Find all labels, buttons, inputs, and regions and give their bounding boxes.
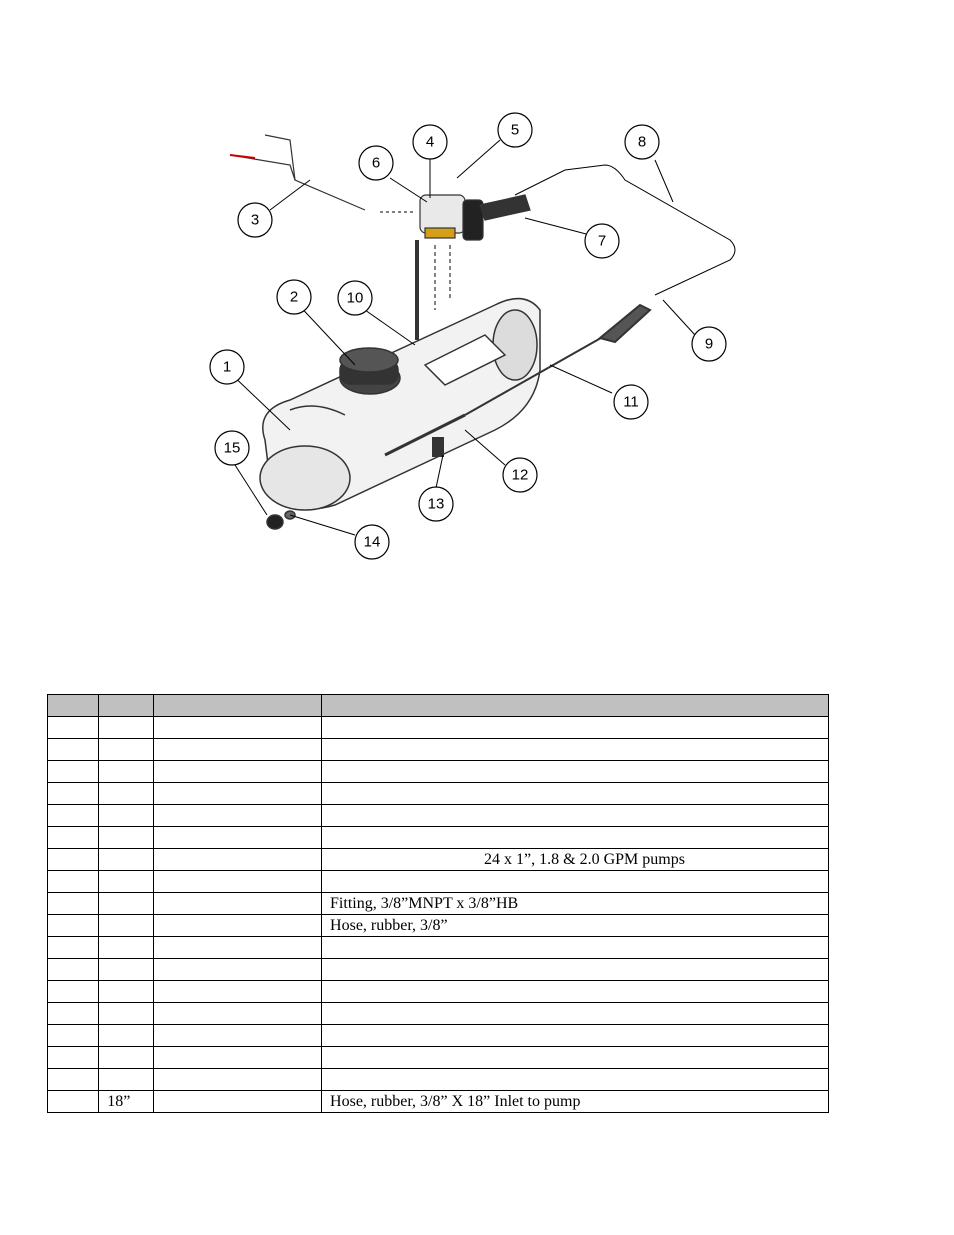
hose-drawing [515, 165, 735, 295]
table-cell [48, 1047, 99, 1069]
table-cell [48, 871, 99, 893]
table-cell [48, 739, 99, 761]
table-cell [154, 871, 322, 893]
table-cell [48, 717, 99, 739]
table-cell [154, 761, 322, 783]
table-cell [48, 959, 99, 981]
table-cell [322, 959, 829, 981]
callout-11 [614, 385, 648, 419]
table-cell [322, 761, 829, 783]
table-cell [48, 805, 99, 827]
table-cell [99, 739, 154, 761]
callout-5 [498, 113, 532, 147]
table-cell [322, 871, 829, 893]
table-row [48, 1025, 829, 1047]
svg-text:1: 1 [222, 358, 232, 376]
table-cell [99, 1025, 154, 1047]
table-cell [154, 805, 322, 827]
table-row [48, 739, 829, 761]
table-cell [322, 783, 829, 805]
table-cell [99, 761, 154, 783]
table-cell [48, 1025, 99, 1047]
table-row [48, 959, 829, 981]
table-cell [322, 981, 829, 1003]
table-row [48, 783, 829, 805]
table-cell [154, 717, 322, 739]
table-row [48, 981, 829, 1003]
callout-6 [359, 146, 393, 180]
parts-table [47, 694, 829, 1113]
callout-8 [625, 125, 659, 159]
table-cell [154, 981, 322, 1003]
table-cell [48, 1091, 99, 1113]
svg-text:9: 9 [704, 335, 714, 353]
callout-3 [238, 203, 272, 237]
table-cell [322, 1025, 829, 1047]
callout-7 [585, 224, 619, 258]
callout-14 [355, 525, 389, 559]
table-cell [154, 739, 322, 761]
callout-2 [277, 280, 311, 314]
svg-text:6: 6 [371, 154, 381, 172]
table-cell [48, 915, 99, 937]
table-row [48, 1069, 829, 1091]
table-cell [99, 981, 154, 1003]
callout-1 [210, 350, 244, 384]
table-cell [48, 893, 99, 915]
svg-text:13: 13 [427, 495, 445, 513]
table-cell: 24 x 1”, 1.8 & 2.0 GPM pumps [322, 849, 829, 871]
callout-13 [419, 487, 453, 521]
table-cell [154, 1091, 322, 1113]
header-cell [154, 695, 322, 717]
table-cell [99, 783, 154, 805]
table-cell [154, 1069, 322, 1091]
table-row [48, 1091, 829, 1113]
svg-text:10: 10 [346, 289, 364, 307]
table-cell [322, 937, 829, 959]
table-cell [154, 915, 322, 937]
table-cell [322, 1069, 829, 1091]
table-cell [99, 717, 154, 739]
table-cell [48, 827, 99, 849]
svg-text:11: 11 [623, 393, 639, 411]
table-cell [48, 937, 99, 959]
table-row [48, 915, 829, 937]
svg-text:14: 14 [363, 533, 381, 551]
header-cell [48, 695, 99, 717]
svg-text:5: 5 [510, 121, 520, 139]
table-cell [99, 937, 154, 959]
table-cell [48, 1069, 99, 1091]
parts-table-header [48, 695, 829, 717]
table-cell [99, 959, 154, 981]
table-cell [48, 783, 99, 805]
table-cell [99, 893, 154, 915]
table-cell [99, 1069, 154, 1091]
table-cell [154, 783, 322, 805]
table-cell [322, 805, 829, 827]
table-cell [322, 827, 829, 849]
tank-drawing [260, 299, 540, 529]
svg-text:7: 7 [597, 232, 607, 250]
table-cell [322, 717, 829, 739]
table-cell [48, 1003, 99, 1025]
callout-15 [215, 431, 249, 465]
table-cell [154, 893, 322, 915]
svg-text:3: 3 [250, 211, 260, 229]
table-cell [154, 937, 322, 959]
table-cell [99, 1047, 154, 1069]
table-row [48, 937, 829, 959]
table-cell [154, 1025, 322, 1047]
parts-exploded-diagram [195, 110, 755, 580]
table-cell [154, 1003, 322, 1025]
svg-text:12: 12 [511, 466, 529, 484]
svg-text:4: 4 [425, 133, 435, 151]
table-cell [154, 959, 322, 981]
header-cell [322, 695, 829, 717]
table-row [48, 761, 829, 783]
table-row [48, 849, 829, 871]
table-cell: Hose, rubber, 3/8” [322, 915, 829, 937]
table-row [48, 871, 829, 893]
table-row [48, 717, 829, 739]
table-cell: Hose, rubber, 3/8” X 18” Inlet to pump [322, 1091, 829, 1113]
callout-4 [413, 125, 447, 159]
callout-12 [503, 458, 537, 492]
table-row [48, 1003, 829, 1025]
table-cell [322, 739, 829, 761]
callout-10 [338, 281, 372, 315]
table-cell [322, 1047, 829, 1069]
table-cell [99, 871, 154, 893]
table-cell [154, 827, 322, 849]
svg-text:8: 8 [637, 133, 647, 151]
table-cell [99, 849, 154, 871]
table-cell [99, 915, 154, 937]
svg-text:2: 2 [289, 288, 299, 306]
callout-9 [692, 327, 726, 361]
table-cell [154, 849, 322, 871]
table-row [48, 827, 829, 849]
table-row [48, 1047, 829, 1069]
table-cell [154, 1047, 322, 1069]
table-cell [99, 1003, 154, 1025]
table-cell [99, 827, 154, 849]
table-row [48, 805, 829, 827]
table-cell [48, 849, 99, 871]
table-cell: 18” [99, 1091, 154, 1113]
parts-table-body [48, 717, 829, 1113]
table-cell: Fitting, 3/8”MNPT x 3/8”HB [322, 893, 829, 915]
table-cell [99, 805, 154, 827]
table-cell [48, 761, 99, 783]
header-cell [99, 695, 154, 717]
table-row [48, 893, 829, 915]
svg-text:15: 15 [223, 439, 241, 457]
table-cell [322, 1003, 829, 1025]
table-cell [48, 981, 99, 1003]
